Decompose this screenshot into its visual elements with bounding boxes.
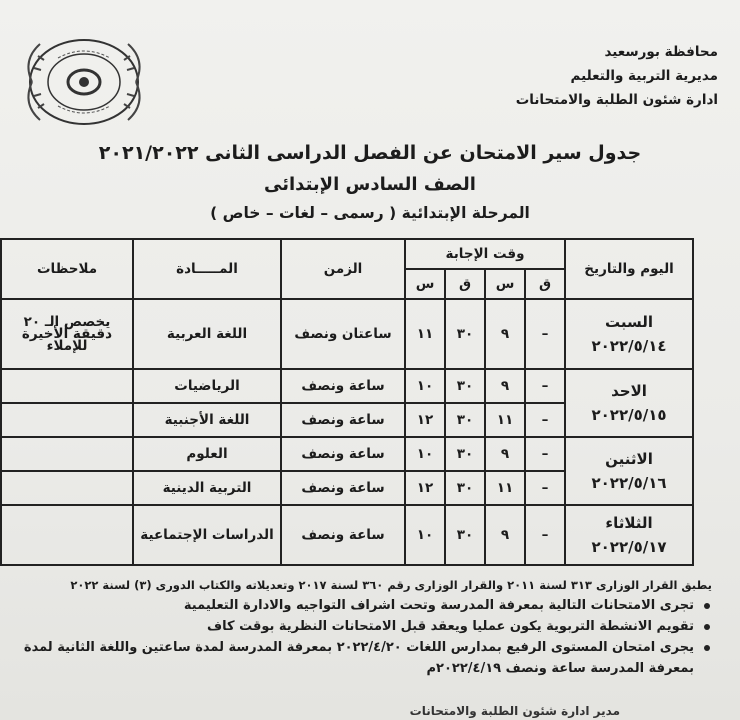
- org-governorate: محافظة بورسعيد: [604, 44, 718, 60]
- note-cell: [1, 437, 133, 471]
- end-hour: ١٠: [405, 505, 445, 565]
- header-from-minutes: ق: [525, 269, 565, 299]
- note-cell: [1, 471, 133, 505]
- duration-cell: ساعة ونصف: [281, 505, 405, 565]
- header-day-date: اليوم والتاريخ: [565, 239, 693, 299]
- note-cell: [1, 403, 133, 437]
- end-minutes: ٣٠: [445, 471, 485, 505]
- header-answer-time: وقت الإجابة: [405, 239, 565, 269]
- end-hour: ١٠: [405, 437, 445, 471]
- start-hour: ٩: [485, 369, 525, 403]
- org-department: ادارة شئون الطلبة والامتحانات: [515, 92, 718, 108]
- duration-cell: ساعتان ونصف: [281, 299, 405, 369]
- end-minutes: ٣٠: [445, 369, 485, 403]
- start-minutes: –: [525, 369, 565, 403]
- note-cell: يخصص الـ ٢٠ دقيقة الأخيرة للإملاء: [1, 299, 133, 369]
- start-minutes: –: [525, 471, 565, 505]
- duration-cell: ساعة ونصف: [281, 403, 405, 437]
- start-hour: ٩: [485, 299, 525, 369]
- end-minutes: ٣٠: [445, 403, 485, 437]
- day-date-cell: الاحد ٢٠٢٢/٥/١٥: [565, 369, 693, 437]
- duration-cell: ساعة ونصف: [281, 437, 405, 471]
- subject-cell: العلوم: [133, 437, 281, 471]
- exam-schedule-table: [0, 238, 694, 566]
- subject-cell: التربية الدينية: [133, 471, 281, 505]
- header-duration: الزمن: [281, 239, 405, 299]
- header-notes: ملاحظات: [1, 239, 133, 299]
- start-minutes: –: [525, 403, 565, 437]
- header-subject: المـــــادة: [133, 239, 281, 299]
- duration-cell: ساعة ونصف: [281, 369, 405, 403]
- ministry-seal-icon: [18, 30, 150, 134]
- schedule-title: جدول سير الامتحان عن الفصل الدراسى الثانى ٢٠٢١/٢٠٢٢: [98, 142, 642, 164]
- end-hour: ١٠: [405, 369, 445, 403]
- table-row: [1, 437, 693, 471]
- end-hour: ١١: [405, 299, 445, 369]
- end-minutes: ٣٠: [445, 299, 485, 369]
- end-minutes: ٣٠: [445, 505, 485, 565]
- note-cell: [1, 369, 133, 403]
- stage-title: المرحلة الإبتدائية ( رسمى – لغات – خاص ): [210, 204, 530, 222]
- start-hour: ١١: [485, 403, 525, 437]
- table-row: [1, 369, 693, 403]
- table-row: [1, 505, 693, 565]
- note-cell: [1, 505, 133, 565]
- end-minutes: ٣٠: [445, 437, 485, 471]
- subject-cell: اللغة الأجنبية: [133, 403, 281, 437]
- day-date-cell: السبت ٢٠٢٢/٥/١٤: [565, 299, 693, 369]
- decree-reference: يطبق القرار الوزارى ٣١٣ لسنة ٢٠١١ والقرار الوزارى رقم ٣٦٠ لسنة ٢٠١٧ وتعديلاته والكتاب الدورى (٣) لسنة ٢٠٢٢: [70, 578, 712, 592]
- start-minutes: –: [525, 437, 565, 471]
- org-directorate: مديرية التربية والتعليم: [570, 68, 718, 84]
- note-item: تجرى الامتحانات التالية بمعرفة المدرسة وتحت اشراف التواجيه والادارة التعليمية: [12, 595, 712, 616]
- end-hour: ١٢: [405, 471, 445, 505]
- header-from-hours: س: [485, 269, 525, 299]
- grade-title: الصف السادس الإبتدائى: [264, 174, 476, 195]
- subject-cell: الرياضيات: [133, 369, 281, 403]
- note-item: يجرى امتحان المستوى الرفيع بمدارس اللغات ٢٠٢٢/٤/٢٠ بمعرفة المدرسة لمدة ساعتين واللغة الثانية لمدة بمعرفة المدرسة ساعة ونصف ٢٠٢٢/٤/١٩م: [12, 637, 712, 679]
- signature-line: مدير ادارة شئون الطلبة والامتحانات: [409, 704, 620, 718]
- header-to-minutes: ق: [445, 269, 485, 299]
- day-date-cell: الاثنين ٢٠٢٢/٥/١٦: [565, 437, 693, 505]
- start-hour: ٩: [485, 437, 525, 471]
- start-minutes: –: [525, 505, 565, 565]
- end-hour: ١٢: [405, 403, 445, 437]
- subject-cell: الدراسات الإجتماعية: [133, 505, 281, 565]
- start-hour: ١١: [485, 471, 525, 505]
- day-date-cell: الثلاثاء ٢٠٢٢/٥/١٧: [565, 505, 693, 565]
- duration-cell: ساعة ونصف: [281, 471, 405, 505]
- organization-header: [516, 40, 718, 112]
- start-minutes: –: [525, 299, 565, 369]
- start-hour: ٩: [485, 505, 525, 565]
- regulations-notes: [12, 578, 712, 679]
- table-row: [1, 299, 693, 369]
- note-item: تقويم الانشطة التربوية يكون عمليا ويعقد قبل الامتحانات النظرية بوقت كاف: [12, 616, 712, 637]
- subject-cell: اللغة العربية: [133, 299, 281, 369]
- header-to-hours: س: [405, 269, 445, 299]
